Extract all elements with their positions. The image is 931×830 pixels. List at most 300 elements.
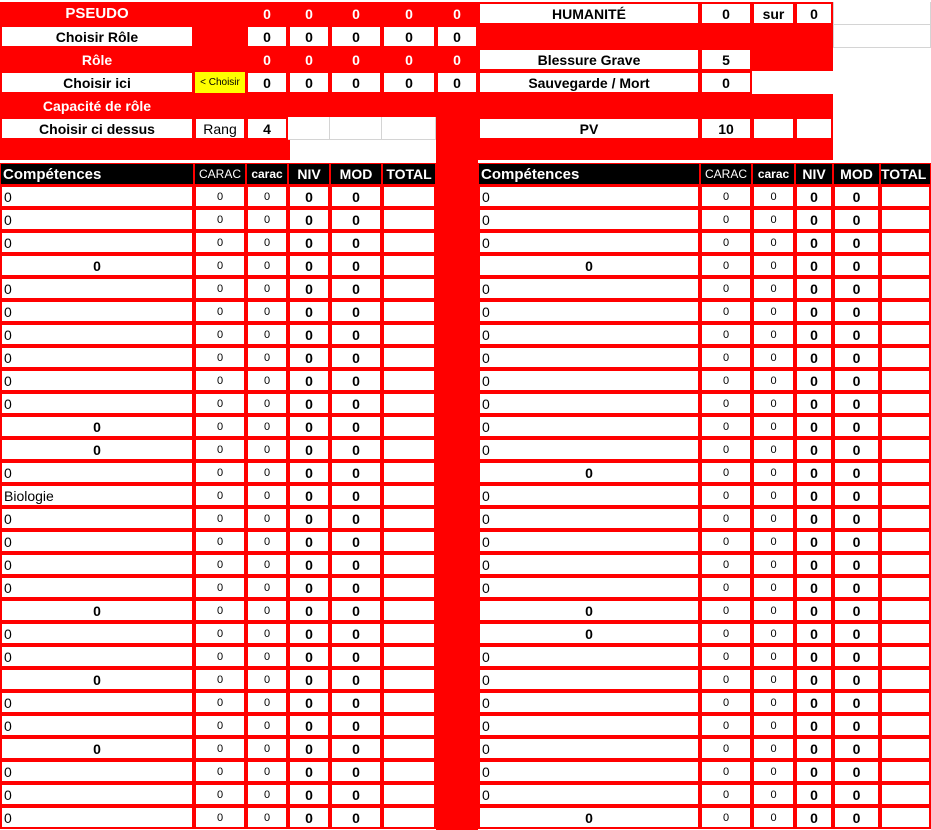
right-cell-mod[interactable]: 0 — [833, 369, 880, 392]
left-cell-carac[interactable]: 0 — [194, 714, 246, 737]
left-cell-mod[interactable]: 0 — [330, 277, 382, 300]
right-cell-carac2[interactable]: 0 — [752, 737, 795, 760]
left-cell-mod[interactable]: 0 — [330, 323, 382, 346]
right-cell-carac2[interactable]: 0 — [752, 185, 795, 208]
right-cell-niv[interactable]: 0 — [795, 599, 833, 622]
choisir-ici-value[interactable]: 0 — [246, 71, 288, 94]
left-cell-mod[interactable]: 0 — [330, 737, 382, 760]
pv-extra[interactable] — [752, 117, 795, 140]
right-cell-name[interactable]: 0 — [478, 277, 700, 300]
left-cell-name[interactable]: 0 — [0, 507, 194, 530]
right-cell-carac2[interactable]: 0 — [752, 461, 795, 484]
right-cell-carac[interactable]: 0 — [700, 231, 752, 254]
right-cell-mod[interactable]: 0 — [833, 576, 880, 599]
right-cell-carac[interactable]: 0 — [700, 737, 752, 760]
left-cell-carac2[interactable]: 0 — [246, 806, 288, 829]
right-cell-name[interactable]: 0 — [478, 231, 700, 254]
left-cell-carac[interactable]: 0 — [194, 737, 246, 760]
left-cell-carac[interactable]: 0 — [194, 185, 246, 208]
left-cell-name[interactable]: 0 — [0, 231, 194, 254]
left-cell-carac2[interactable]: 0 — [246, 576, 288, 599]
right-cell-carac2[interactable]: 0 — [752, 300, 795, 323]
left-cell-mod[interactable]: 0 — [330, 461, 382, 484]
right-cell-carac[interactable]: 0 — [700, 484, 752, 507]
right-cell-mod[interactable]: 0 — [833, 323, 880, 346]
left-cell-carac2[interactable]: 0 — [246, 277, 288, 300]
right-cell-name[interactable]: 0 — [478, 576, 700, 599]
left-cell-carac[interactable]: 0 — [194, 668, 246, 691]
right-cell-niv[interactable]: 0 — [795, 415, 833, 438]
left-cell-carac[interactable]: 0 — [194, 438, 246, 461]
right-cell-carac2[interactable]: 0 — [752, 576, 795, 599]
blessure-grave-value[interactable]: 5 — [700, 48, 752, 71]
left-cell-total[interactable] — [382, 254, 436, 277]
left-cell-carac[interactable]: 0 — [194, 392, 246, 415]
left-cell-carac[interactable]: 0 — [194, 691, 246, 714]
left-cell-mod[interactable]: 0 — [330, 231, 382, 254]
right-cell-carac[interactable]: 0 — [700, 576, 752, 599]
right-cell-total[interactable] — [880, 691, 931, 714]
right-cell-carac[interactable]: 0 — [700, 530, 752, 553]
left-cell-carac2[interactable]: 0 — [246, 369, 288, 392]
left-cell-carac[interactable]: 0 — [194, 323, 246, 346]
right-cell-niv[interactable]: 0 — [795, 714, 833, 737]
left-cell-mod[interactable]: 0 — [330, 369, 382, 392]
left-cell-total[interactable] — [382, 461, 436, 484]
left-cell-carac2[interactable]: 0 — [246, 691, 288, 714]
right-cell-mod[interactable]: 0 — [833, 277, 880, 300]
left-cell-total[interactable] — [382, 484, 436, 507]
sauvegarde-mort-value[interactable]: 0 — [700, 71, 752, 94]
left-cell-niv[interactable]: 0 — [288, 645, 330, 668]
left-cell-name[interactable]: 0 — [0, 576, 194, 599]
left-cell-carac[interactable]: 0 — [194, 254, 246, 277]
right-cell-carac2[interactable]: 0 — [752, 438, 795, 461]
right-cell-total[interactable] — [880, 323, 931, 346]
right-cell-carac2[interactable]: 0 — [752, 668, 795, 691]
left-cell-mod[interactable]: 0 — [330, 300, 382, 323]
right-cell-niv[interactable]: 0 — [795, 254, 833, 277]
left-cell-mod[interactable]: 0 — [330, 484, 382, 507]
left-cell-name[interactable]: 0 — [0, 737, 194, 760]
left-cell-mod[interactable]: 0 — [330, 783, 382, 806]
left-cell-carac2[interactable]: 0 — [246, 760, 288, 783]
left-cell-name[interactable]: 0 — [0, 645, 194, 668]
right-cell-mod[interactable]: 0 — [833, 300, 880, 323]
left-cell-niv[interactable]: 0 — [288, 185, 330, 208]
right-cell-mod[interactable]: 0 — [833, 392, 880, 415]
right-cell-carac2[interactable]: 0 — [752, 760, 795, 783]
left-cell-niv[interactable]: 0 — [288, 346, 330, 369]
left-cell-carac2[interactable]: 0 — [246, 392, 288, 415]
left-cell-carac[interactable]: 0 — [194, 231, 246, 254]
right-cell-niv[interactable]: 0 — [795, 300, 833, 323]
left-cell-total[interactable] — [382, 622, 436, 645]
left-cell-carac[interactable]: 0 — [194, 507, 246, 530]
right-cell-niv[interactable]: 0 — [795, 576, 833, 599]
left-cell-name[interactable]: 0 — [0, 530, 194, 553]
right-cell-total[interactable] — [880, 231, 931, 254]
left-cell-mod[interactable]: 0 — [330, 691, 382, 714]
right-cell-total[interactable] — [880, 806, 931, 829]
left-cell-niv[interactable]: 0 — [288, 737, 330, 760]
left-cell-carac2[interactable]: 0 — [246, 208, 288, 231]
right-cell-carac[interactable]: 0 — [700, 691, 752, 714]
right-cell-mod[interactable]: 0 — [833, 507, 880, 530]
right-cell-niv[interactable]: 0 — [795, 231, 833, 254]
right-cell-carac[interactable]: 0 — [700, 553, 752, 576]
left-cell-carac[interactable]: 0 — [194, 461, 246, 484]
left-cell-niv[interactable]: 0 — [288, 553, 330, 576]
left-cell-total[interactable] — [382, 300, 436, 323]
left-cell-carac[interactable]: 0 — [194, 277, 246, 300]
left-cell-mod[interactable]: 0 — [330, 392, 382, 415]
right-cell-carac[interactable]: 0 — [700, 599, 752, 622]
left-cell-total[interactable] — [382, 346, 436, 369]
right-cell-name[interactable]: 0 — [478, 208, 700, 231]
left-cell-niv[interactable]: 0 — [288, 806, 330, 829]
left-cell-mod[interactable]: 0 — [330, 806, 382, 829]
right-cell-mod[interactable]: 0 — [833, 599, 880, 622]
left-cell-niv[interactable]: 0 — [288, 622, 330, 645]
right-cell-mod[interactable]: 0 — [833, 622, 880, 645]
right-cell-name[interactable]: 0 — [478, 415, 700, 438]
left-cell-carac2[interactable]: 0 — [246, 484, 288, 507]
left-cell-mod[interactable]: 0 — [330, 530, 382, 553]
left-cell-name[interactable]: Biologie — [0, 484, 194, 507]
right-cell-carac[interactable]: 0 — [700, 507, 752, 530]
left-cell-name[interactable]: 0 — [0, 760, 194, 783]
right-cell-name[interactable]: 0 — [478, 369, 700, 392]
left-cell-carac[interactable]: 0 — [194, 576, 246, 599]
left-cell-name[interactable]: 0 — [0, 369, 194, 392]
right-cell-carac[interactable]: 0 — [700, 254, 752, 277]
right-cell-niv[interactable]: 0 — [795, 346, 833, 369]
right-cell-carac[interactable]: 0 — [700, 622, 752, 645]
pv-extra[interactable] — [795, 117, 833, 140]
left-cell-mod[interactable]: 0 — [330, 760, 382, 783]
left-cell-niv[interactable]: 0 — [288, 760, 330, 783]
right-cell-carac[interactable]: 0 — [700, 415, 752, 438]
right-cell-carac2[interactable]: 0 — [752, 691, 795, 714]
right-cell-name[interactable]: 0 — [478, 507, 700, 530]
left-cell-carac2[interactable]: 0 — [246, 185, 288, 208]
right-cell-niv[interactable]: 0 — [795, 806, 833, 829]
left-cell-mod[interactable]: 0 — [330, 208, 382, 231]
left-cell-name[interactable]: 0 — [0, 622, 194, 645]
right-cell-name[interactable]: 0 — [478, 622, 700, 645]
right-cell-name[interactable]: 0 — [478, 484, 700, 507]
left-cell-carac2[interactable]: 0 — [246, 783, 288, 806]
humanite-max[interactable]: 0 — [795, 2, 833, 25]
left-cell-carac[interactable]: 0 — [194, 369, 246, 392]
left-cell-niv[interactable]: 0 — [288, 714, 330, 737]
right-cell-carac2[interactable]: 0 — [752, 346, 795, 369]
right-cell-niv[interactable]: 0 — [795, 392, 833, 415]
right-cell-mod[interactable]: 0 — [833, 208, 880, 231]
left-cell-niv[interactable]: 0 — [288, 369, 330, 392]
left-cell-carac2[interactable]: 0 — [246, 530, 288, 553]
right-cell-mod[interactable]: 0 — [833, 760, 880, 783]
right-cell-carac2[interactable]: 0 — [752, 530, 795, 553]
right-cell-carac2[interactable]: 0 — [752, 254, 795, 277]
right-cell-total[interactable] — [880, 438, 931, 461]
left-cell-niv[interactable]: 0 — [288, 691, 330, 714]
left-cell-name[interactable]: 0 — [0, 185, 194, 208]
left-cell-total[interactable] — [382, 553, 436, 576]
right-cell-mod[interactable]: 0 — [833, 691, 880, 714]
left-cell-niv[interactable]: 0 — [288, 254, 330, 277]
left-cell-total[interactable] — [382, 530, 436, 553]
right-cell-total[interactable] — [880, 484, 931, 507]
left-cell-carac[interactable]: 0 — [194, 208, 246, 231]
right-cell-total[interactable] — [880, 392, 931, 415]
left-cell-total[interactable] — [382, 760, 436, 783]
left-cell-name[interactable]: 0 — [0, 714, 194, 737]
left-cell-name[interactable]: 0 — [0, 323, 194, 346]
right-cell-mod[interactable]: 0 — [833, 553, 880, 576]
left-cell-carac[interactable]: 0 — [194, 300, 246, 323]
left-cell-mod[interactable]: 0 — [330, 415, 382, 438]
left-cell-carac2[interactable]: 0 — [246, 714, 288, 737]
left-cell-niv[interactable]: 0 — [288, 530, 330, 553]
right-cell-name[interactable]: 0 — [478, 553, 700, 576]
left-cell-niv[interactable]: 0 — [288, 507, 330, 530]
left-cell-total[interactable] — [382, 277, 436, 300]
right-cell-total[interactable] — [880, 760, 931, 783]
left-cell-niv[interactable]: 0 — [288, 461, 330, 484]
right-cell-niv[interactable]: 0 — [795, 185, 833, 208]
right-cell-niv[interactable]: 0 — [795, 507, 833, 530]
left-cell-total[interactable] — [382, 369, 436, 392]
humanite-value[interactable]: 0 — [700, 2, 752, 25]
left-cell-mod[interactable]: 0 — [330, 645, 382, 668]
left-cell-niv[interactable]: 0 — [288, 392, 330, 415]
right-cell-mod[interactable]: 0 — [833, 645, 880, 668]
right-cell-total[interactable] — [880, 599, 931, 622]
choisir-ici-value[interactable]: 0 — [330, 71, 382, 94]
left-cell-total[interactable] — [382, 691, 436, 714]
right-cell-total[interactable] — [880, 254, 931, 277]
right-cell-niv[interactable]: 0 — [795, 461, 833, 484]
left-cell-total[interactable] — [382, 599, 436, 622]
left-cell-carac2[interactable]: 0 — [246, 553, 288, 576]
right-cell-total[interactable] — [880, 461, 931, 484]
left-cell-carac[interactable]: 0 — [194, 622, 246, 645]
left-cell-name[interactable]: 0 — [0, 599, 194, 622]
choisir-ici-value[interactable]: 0 — [436, 71, 478, 94]
right-cell-total[interactable] — [880, 208, 931, 231]
right-cell-mod[interactable]: 0 — [833, 806, 880, 829]
right-cell-mod[interactable]: 0 — [833, 231, 880, 254]
left-cell-total[interactable] — [382, 438, 436, 461]
right-cell-total[interactable] — [880, 530, 931, 553]
left-cell-name[interactable]: 0 — [0, 392, 194, 415]
right-cell-carac2[interactable]: 0 — [752, 622, 795, 645]
left-cell-mod[interactable]: 0 — [330, 553, 382, 576]
right-cell-carac[interactable]: 0 — [700, 185, 752, 208]
left-cell-name[interactable]: 0 — [0, 553, 194, 576]
right-cell-mod[interactable]: 0 — [833, 484, 880, 507]
right-cell-total[interactable] — [880, 737, 931, 760]
left-cell-carac[interactable]: 0 — [194, 415, 246, 438]
right-cell-carac[interactable]: 0 — [700, 277, 752, 300]
left-cell-carac2[interactable]: 0 — [246, 622, 288, 645]
left-cell-name[interactable]: 0 — [0, 415, 194, 438]
right-cell-carac2[interactable]: 0 — [752, 277, 795, 300]
right-cell-carac[interactable]: 0 — [700, 783, 752, 806]
left-cell-name[interactable]: 0 — [0, 806, 194, 829]
right-cell-name[interactable]: 0 — [478, 254, 700, 277]
left-cell-niv[interactable]: 0 — [288, 300, 330, 323]
right-cell-total[interactable] — [880, 346, 931, 369]
left-cell-carac2[interactable]: 0 — [246, 323, 288, 346]
left-cell-name[interactable]: 0 — [0, 438, 194, 461]
right-cell-mod[interactable]: 0 — [833, 461, 880, 484]
left-cell-mod[interactable]: 0 — [330, 254, 382, 277]
left-cell-carac2[interactable]: 0 — [246, 599, 288, 622]
right-cell-mod[interactable]: 0 — [833, 783, 880, 806]
choisir-role-value[interactable]: 0 — [382, 25, 436, 48]
left-cell-total[interactable] — [382, 231, 436, 254]
left-cell-total[interactable] — [382, 576, 436, 599]
right-cell-mod[interactable]: 0 — [833, 714, 880, 737]
right-cell-carac2[interactable]: 0 — [752, 714, 795, 737]
left-cell-niv[interactable]: 0 — [288, 599, 330, 622]
left-cell-name[interactable]: 0 — [0, 208, 194, 231]
right-cell-name[interactable]: 0 — [478, 806, 700, 829]
right-cell-niv[interactable]: 0 — [795, 553, 833, 576]
right-cell-mod[interactable]: 0 — [833, 254, 880, 277]
right-cell-carac2[interactable]: 0 — [752, 231, 795, 254]
right-cell-name[interactable]: 0 — [478, 691, 700, 714]
right-cell-carac2[interactable]: 0 — [752, 806, 795, 829]
left-cell-total[interactable] — [382, 185, 436, 208]
right-cell-mod[interactable]: 0 — [833, 185, 880, 208]
left-cell-niv[interactable]: 0 — [288, 576, 330, 599]
right-cell-carac[interactable]: 0 — [700, 645, 752, 668]
left-cell-carac2[interactable]: 0 — [246, 737, 288, 760]
choisir-role-value[interactable]: 0 — [246, 25, 288, 48]
left-cell-total[interactable] — [382, 208, 436, 231]
left-cell-carac[interactable]: 0 — [194, 806, 246, 829]
right-cell-name[interactable]: 0 — [478, 185, 700, 208]
right-cell-total[interactable] — [880, 300, 931, 323]
right-cell-carac[interactable]: 0 — [700, 668, 752, 691]
right-cell-mod[interactable]: 0 — [833, 346, 880, 369]
right-cell-niv[interactable]: 0 — [795, 760, 833, 783]
right-cell-carac2[interactable]: 0 — [752, 484, 795, 507]
right-cell-name[interactable]: 0 — [478, 323, 700, 346]
left-cell-mod[interactable]: 0 — [330, 576, 382, 599]
left-cell-carac2[interactable]: 0 — [246, 461, 288, 484]
right-cell-niv[interactable]: 0 — [795, 530, 833, 553]
right-cell-total[interactable] — [880, 553, 931, 576]
right-cell-mod[interactable]: 0 — [833, 530, 880, 553]
right-cell-total[interactable] — [880, 645, 931, 668]
left-cell-carac[interactable]: 0 — [194, 553, 246, 576]
left-cell-niv[interactable]: 0 — [288, 438, 330, 461]
right-cell-carac2[interactable]: 0 — [752, 507, 795, 530]
left-cell-total[interactable] — [382, 737, 436, 760]
left-cell-niv[interactable]: 0 — [288, 484, 330, 507]
left-cell-carac2[interactable]: 0 — [246, 300, 288, 323]
left-cell-name[interactable]: 0 — [0, 300, 194, 323]
right-cell-total[interactable] — [880, 622, 931, 645]
left-cell-mod[interactable]: 0 — [330, 507, 382, 530]
right-cell-niv[interactable]: 0 — [795, 369, 833, 392]
right-cell-niv[interactable]: 0 — [795, 277, 833, 300]
right-cell-name[interactable]: 0 — [478, 530, 700, 553]
right-cell-carac2[interactable]: 0 — [752, 783, 795, 806]
right-cell-mod[interactable]: 0 — [833, 668, 880, 691]
right-cell-carac[interactable]: 0 — [700, 323, 752, 346]
right-cell-niv[interactable]: 0 — [795, 323, 833, 346]
left-cell-total[interactable] — [382, 507, 436, 530]
right-cell-carac2[interactable]: 0 — [752, 415, 795, 438]
right-cell-total[interactable] — [880, 185, 931, 208]
right-cell-carac2[interactable]: 0 — [752, 323, 795, 346]
right-cell-carac[interactable]: 0 — [700, 392, 752, 415]
left-cell-carac2[interactable]: 0 — [246, 668, 288, 691]
right-cell-carac[interactable]: 0 — [700, 714, 752, 737]
left-cell-carac2[interactable]: 0 — [246, 507, 288, 530]
right-cell-carac[interactable]: 0 — [700, 806, 752, 829]
left-cell-name[interactable]: 0 — [0, 668, 194, 691]
left-cell-carac[interactable]: 0 — [194, 599, 246, 622]
right-cell-mod[interactable]: 0 — [833, 415, 880, 438]
left-cell-total[interactable] — [382, 806, 436, 829]
left-cell-mod[interactable]: 0 — [330, 599, 382, 622]
right-cell-carac[interactable]: 0 — [700, 369, 752, 392]
left-cell-name[interactable]: 0 — [0, 461, 194, 484]
choisir-button[interactable]: < Choisir — [195, 72, 245, 93]
left-cell-total[interactable] — [382, 645, 436, 668]
right-cell-total[interactable] — [880, 714, 931, 737]
left-cell-carac2[interactable]: 0 — [246, 415, 288, 438]
left-cell-total[interactable] — [382, 392, 436, 415]
right-cell-niv[interactable]: 0 — [795, 645, 833, 668]
left-cell-name[interactable]: 0 — [0, 691, 194, 714]
left-cell-carac2[interactable]: 0 — [246, 438, 288, 461]
choisir-role-value[interactable]: 0 — [436, 25, 478, 48]
left-cell-niv[interactable]: 0 — [288, 231, 330, 254]
right-cell-niv[interactable]: 0 — [795, 208, 833, 231]
left-cell-carac[interactable]: 0 — [194, 760, 246, 783]
right-cell-name[interactable]: 0 — [478, 668, 700, 691]
right-cell-carac2[interactable]: 0 — [752, 369, 795, 392]
right-cell-carac[interactable]: 0 — [700, 300, 752, 323]
right-cell-name[interactable]: 0 — [478, 783, 700, 806]
right-cell-carac[interactable]: 0 — [700, 461, 752, 484]
right-cell-name[interactable]: 0 — [478, 438, 700, 461]
left-cell-niv[interactable]: 0 — [288, 668, 330, 691]
left-cell-name[interactable]: 0 — [0, 277, 194, 300]
pv-value[interactable]: 10 — [700, 117, 752, 140]
left-cell-niv[interactable]: 0 — [288, 323, 330, 346]
left-cell-total[interactable] — [382, 415, 436, 438]
left-cell-mod[interactable]: 0 — [330, 185, 382, 208]
left-cell-mod[interactable]: 0 — [330, 622, 382, 645]
right-cell-carac[interactable]: 0 — [700, 208, 752, 231]
right-cell-niv[interactable]: 0 — [795, 484, 833, 507]
left-cell-carac[interactable]: 0 — [194, 783, 246, 806]
left-cell-carac2[interactable]: 0 — [246, 231, 288, 254]
right-cell-total[interactable] — [880, 783, 931, 806]
right-cell-niv[interactable]: 0 — [795, 622, 833, 645]
left-cell-carac[interactable]: 0 — [194, 645, 246, 668]
left-cell-carac[interactable]: 0 — [194, 346, 246, 369]
